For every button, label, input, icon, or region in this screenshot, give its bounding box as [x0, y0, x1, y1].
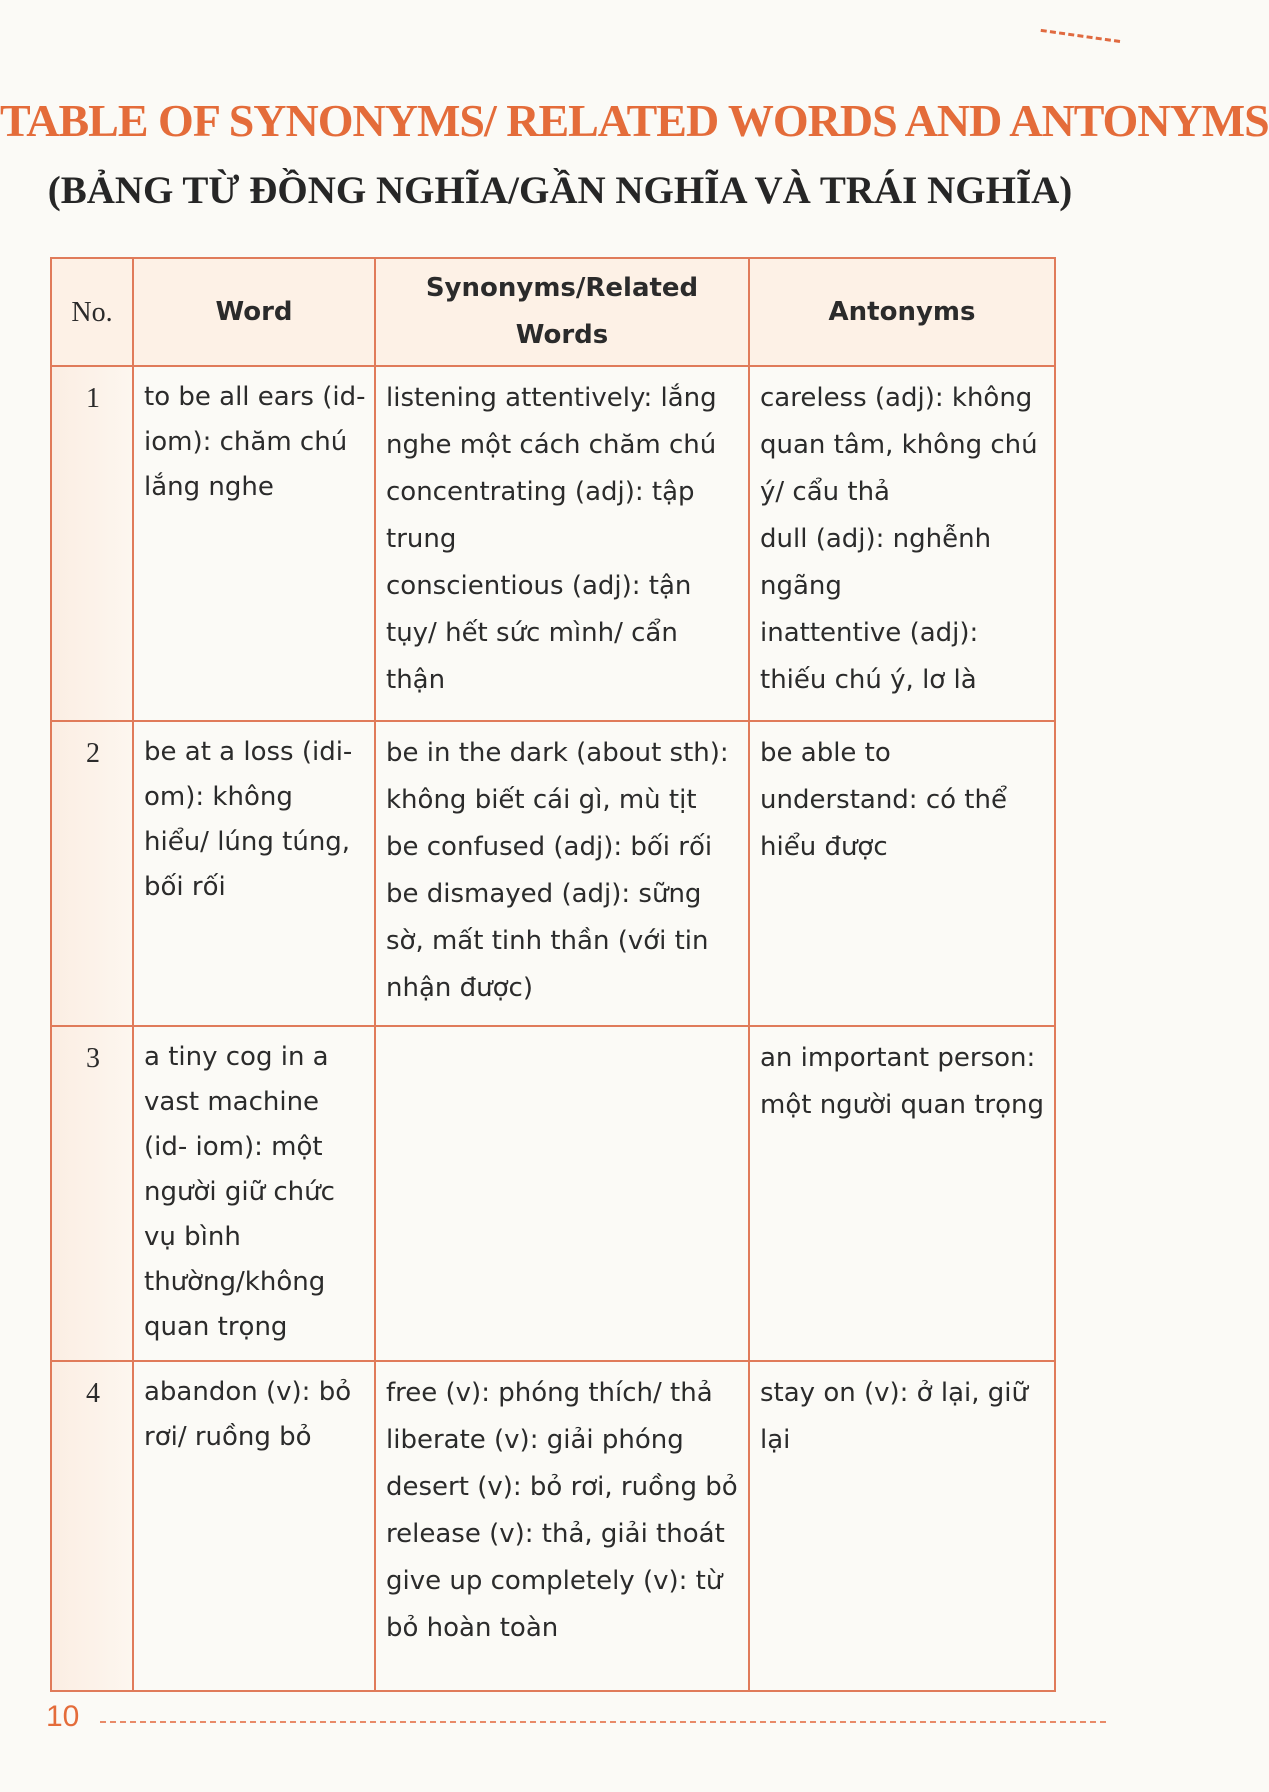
table-header-row — [51, 258, 1055, 366]
synonym-entry: release (v): thả, giải thoát — [386, 1519, 725, 1549]
corner-decoration — [1041, 29, 1121, 43]
vocabulary-table-container — [50, 257, 1054, 1692]
synonyms-cell — [375, 721, 749, 1026]
synonyms-cell — [375, 366, 749, 721]
antonym-entry: inattentive (adj): thiếu chú ý, lơ là — [760, 618, 979, 695]
antonym-entry: stay on (v): ở lại, giữ lại — [760, 1378, 1028, 1455]
synonym-entry: free (v): phóng thích/ thả — [386, 1378, 713, 1408]
antonym-entry: careless (adj): không quan tâm, không chú ý/ cẩu thả — [760, 383, 1038, 507]
column-header-word: Word — [133, 258, 375, 366]
row-number: 3 — [51, 1026, 133, 1361]
page-title: TABLE OF SYNONYMS/ RELATED WORDS AND ANTONYMS — [0, 95, 1269, 146]
synonym-entry: be in the dark (about sth): không biết cái gì, mù tịt — [386, 738, 729, 815]
synonym-entry: conscientious (adj): tận tụy/ hết sức mình/ cẩn thận — [386, 571, 692, 695]
vocabulary-table — [50, 257, 1056, 1692]
synonym-entry: desert (v): bỏ rơi, ruồng bỏ — [386, 1472, 738, 1502]
synonym-entry: concentrating (adj): tập trung — [386, 477, 695, 554]
synonym-entry: be confused (adj): bối rối — [386, 832, 713, 862]
antonym-entry: dull (adj): nghễnh ngãng — [760, 524, 992, 601]
word-cell: a tiny cog in a vast machine (id- iom): một người giữ chức vụ bình thường/không quan trọng — [133, 1026, 375, 1361]
synonym-entry: give up completely (v): từ bỏ hoàn toàn — [386, 1566, 723, 1643]
column-header-synonyms: Synonyms/Related Words — [375, 258, 749, 366]
column-header-no: No. — [51, 258, 133, 366]
synonym-entry: listening attentively: lắng nghe một cách chăm chú — [386, 383, 717, 460]
table-row — [51, 1361, 1055, 1691]
synonym-entry: liberate (v): giải phóng — [386, 1425, 684, 1455]
antonyms-cell — [749, 1361, 1055, 1691]
antonyms-cell — [749, 366, 1055, 721]
antonym-entry: be able to understand: có thể hiểu được — [760, 738, 1007, 862]
antonym-entry: an important person: một người quan trọng — [760, 1043, 1044, 1120]
antonyms-cell — [749, 1026, 1055, 1361]
footer-divider — [100, 1721, 1106, 1723]
antonyms-cell — [749, 721, 1055, 1026]
synonym-entry: be dismayed (adj): sững sờ, mất tinh thần (với tin nhận được) — [386, 879, 709, 1003]
page-footer — [46, 1700, 1106, 1740]
word-cell: be at a loss (idi- om): không hiểu/ lúng túng, bối rối — [133, 721, 375, 1026]
page-number: 10 — [46, 1700, 80, 1733]
row-number: 1 — [51, 366, 133, 721]
page-subtitle: (BẢNG TỪ ĐỒNG NGHĨA/GẦN NGHĨA VÀ TRÁI NGHĨA) — [47, 169, 1073, 212]
word-cell: to be all ears (id- iom): chăm chú lắng nghe — [133, 366, 375, 721]
table-row — [51, 721, 1055, 1026]
table-row — [51, 366, 1055, 721]
row-number: 4 — [51, 1361, 133, 1691]
word-cell: abandon (v): bỏ rơi/ ruồng bỏ — [133, 1361, 375, 1691]
row-number: 2 — [51, 721, 133, 1026]
synonyms-cell — [375, 1361, 749, 1691]
column-header-antonyms: Antonyms — [749, 258, 1055, 366]
synonyms-cell — [375, 1026, 749, 1361]
table-row — [51, 1026, 1055, 1361]
